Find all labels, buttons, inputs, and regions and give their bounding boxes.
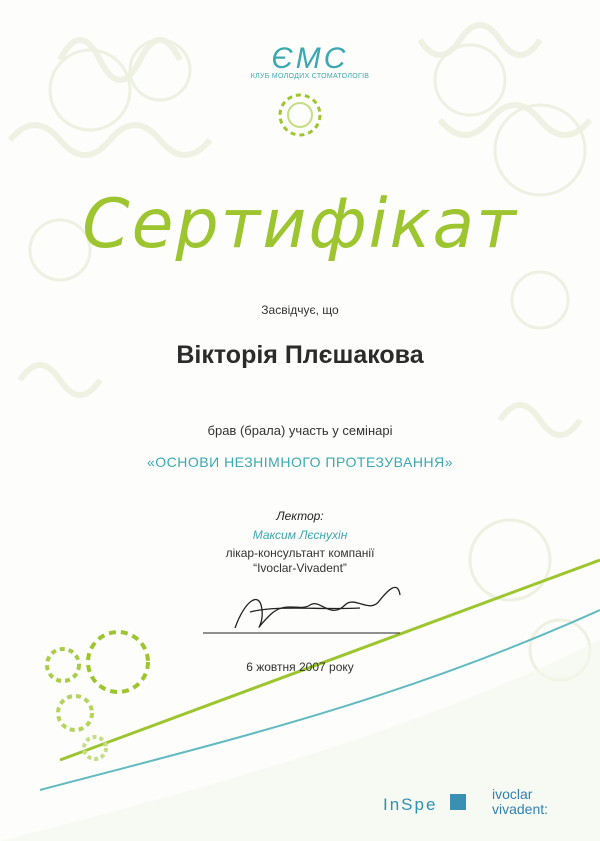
- certificate-title: Сертифікат: [82, 185, 518, 264]
- logo-text: ЄМС: [271, 42, 349, 75]
- ivoclar-line1: ivoclar: [492, 786, 533, 802]
- lecturer-company: “Ivoclar-Vivadent”: [253, 561, 347, 575]
- lecturer-role: лікар-консультант компанії: [225, 546, 375, 560]
- signature: [235, 587, 400, 628]
- inspe-logo: InSpe: [383, 795, 438, 814]
- seminar-title: «ОСНОВИ НЕЗНІМНОГО ПРОТЕЗУВАННЯ»: [147, 454, 453, 470]
- lecturer-name: Максим Лєснухін: [252, 528, 348, 542]
- logo-subtitle: КЛУБ МОЛОДИХ СТОМАТОЛОГІВ: [250, 73, 370, 80]
- recipient-name: Вікторія Плєшакова: [176, 341, 424, 369]
- certificate-date: 6 жовтня 2007 року: [246, 660, 354, 674]
- certifies-text: Засвідчує, що: [261, 303, 339, 317]
- inspe-logo-icon: [450, 794, 466, 810]
- lecturer-label: Лектор:: [276, 509, 324, 523]
- participation-text: брав (брала) участь у семінарі: [207, 423, 393, 438]
- logo-ring-icon: [280, 95, 320, 135]
- ivoclar-line2: vivadent:: [492, 801, 549, 817]
- ornament-rings-icon: [47, 632, 148, 759]
- ivoclar-logo: [492, 787, 548, 817]
